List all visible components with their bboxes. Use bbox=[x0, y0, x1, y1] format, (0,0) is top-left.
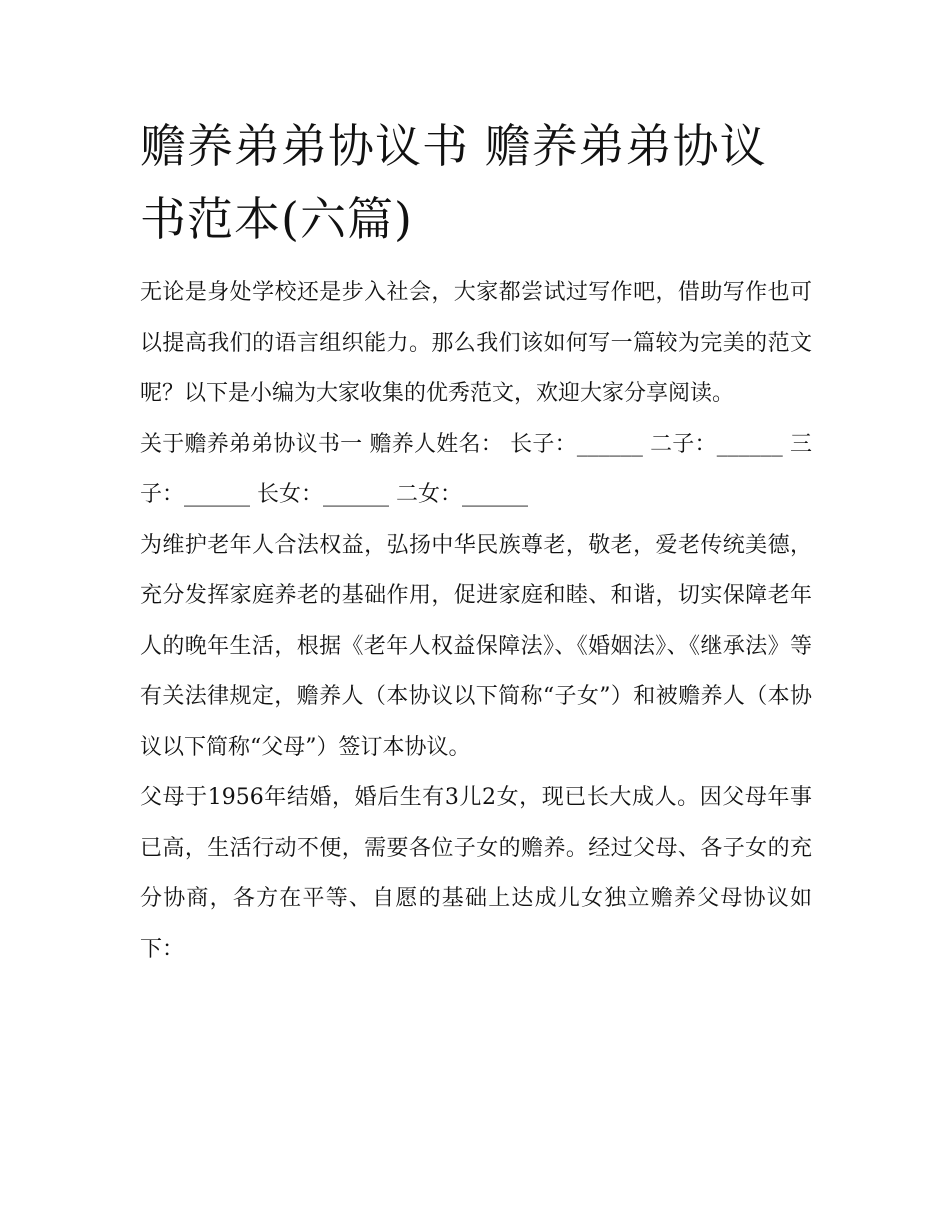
document-page bbox=[140, 110, 812, 975]
purpose-paragraph: 为维护老年人合法权益，弘扬中华民族尊老，敬老，爱老传统美德，充分发挥家庭养老的基础作用，促进家庭和睦、和谐，切实保障老年人的晚年生活，根据《老年人权益保障法》、《婚姻法》、《继承法》等有关法律规定，赡养人（本协议以下简称“子女”）和被赡养人（本协议以下简称“父母”）签订本协议。 bbox=[140, 532, 812, 760]
document-title: 赡养弟弟协议书 赡养弟弟协议书范本(六篇) bbox=[140, 119, 767, 246]
section-heading-paragraph: 关于赡养弟弟协议书一 赡养人姓名： 长子：______ 二子：______ 三子：______ 长女：______ 二女：______ bbox=[140, 431, 812, 507]
intro-paragraph: 无论是身处学校还是步入社会，大家都尝试过写作吧，借助写作也可以提高我们的语言组织能力。那么我们该如何写一篇较为完美的范文呢？以下是小编为大家收集的优秀范文，欢迎大家分享阅读。 bbox=[140, 280, 812, 406]
background-paragraph: 父母于1956年结婚，婚后生有3儿2女，现已长大成人。因父母年事已高，生活行动不便，需要各位子女的赡养。经过父母、各子女的充分协商，各方在平等、自愿的基础上达成儿女独立赡养父母协议如下： bbox=[140, 785, 813, 962]
